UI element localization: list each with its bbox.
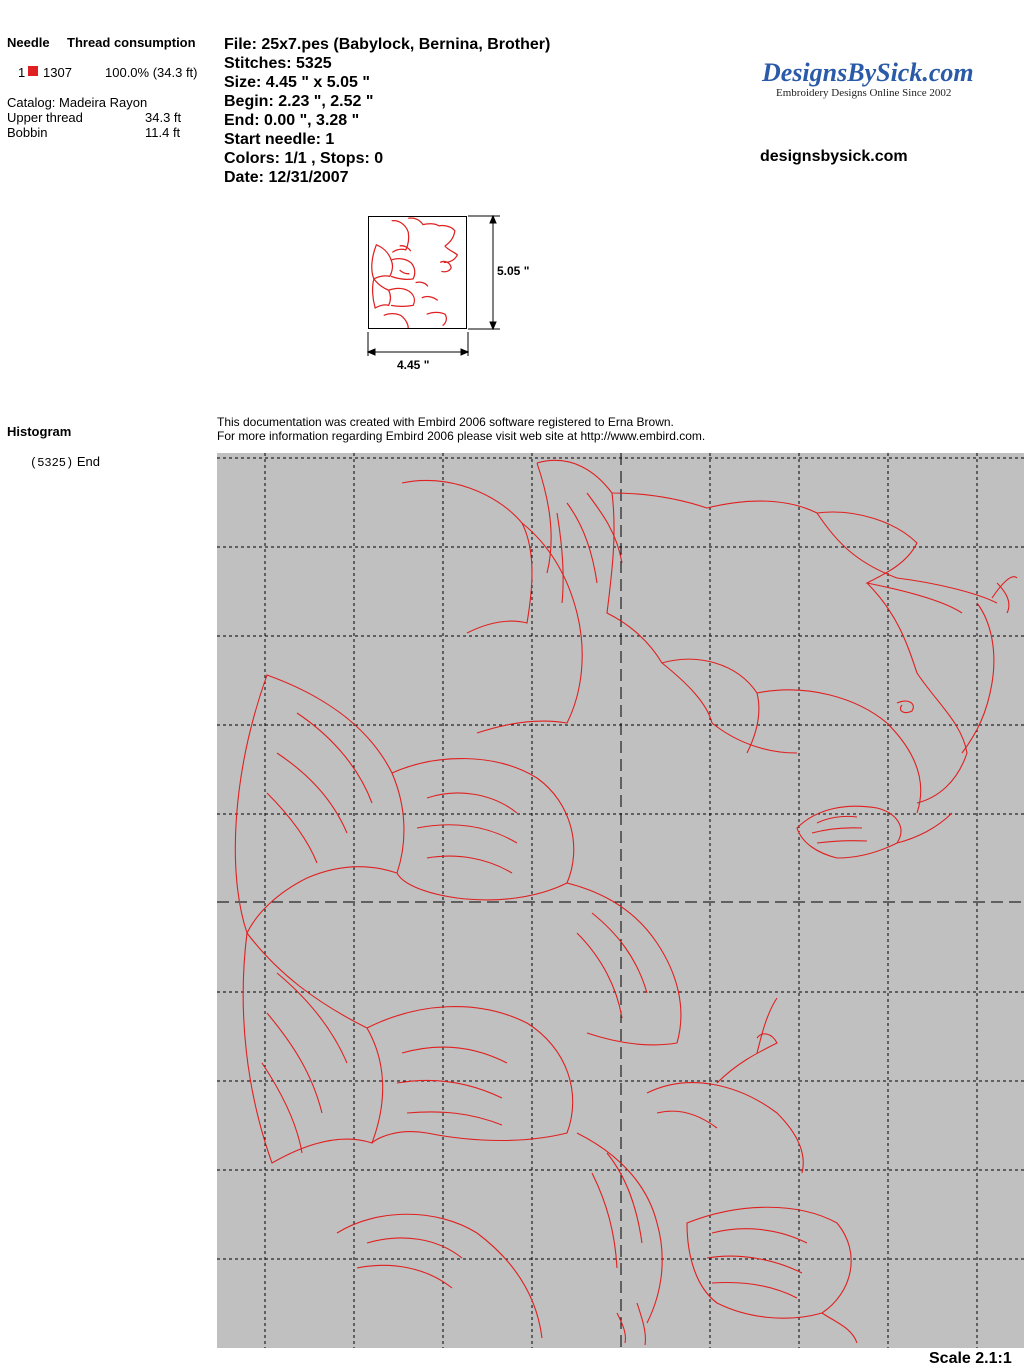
doc-note-line2: For more information regarding Embird 2006 please visit web site at http://www.embird.com. (217, 429, 706, 443)
thread-consumption-header: Thread consumption (67, 35, 196, 50)
histogram-count: (5325) (30, 456, 74, 470)
design-date: Date: 12/31/2007 (224, 169, 349, 186)
file-name: File: 25x7.pes (Babylock, Bernina, Brother) (224, 36, 551, 53)
logo-wordmark: DesignsBySick.com (762, 58, 974, 87)
dimension-lines (360, 210, 550, 380)
thread-code: 1307 (43, 65, 72, 80)
upper-thread-value: 34.3 ft (145, 110, 182, 125)
upper-thread-label: Upper thread (7, 110, 83, 125)
stitch-count: Stitches: 5325 (224, 55, 332, 72)
doc-note-line1: This documentation was created with Embird 2006 software registered to Erna Brown. (217, 415, 674, 429)
design-size: Size: 4.45 " x 5.05 " (224, 74, 370, 91)
logo-tagline: Embroidery Designs Online Since 2002 (776, 87, 952, 99)
end-position: End: 0.00 ", 3.28 " (224, 112, 360, 129)
brand-logo (762, 58, 992, 108)
bobbin-value: 11.4 ft (145, 125, 181, 140)
scale-label: Scale 2.1:1 (929, 1350, 1012, 1367)
thumbnail-width-label: 4.45 " (397, 358, 430, 372)
design-preview (217, 453, 1024, 1348)
thread-color-swatch (28, 66, 38, 76)
needle-number: 1 (18, 65, 26, 80)
thread-consumption-value: 100.0% (34.3 ft) (105, 65, 198, 80)
design-preview-canvas (217, 453, 1024, 1348)
website-url: designsbysick.com (760, 148, 908, 165)
colors-stops: Colors: 1/1 , Stops: 0 (224, 150, 384, 167)
histogram-title: Histogram (7, 424, 72, 439)
center-axes (217, 453, 1024, 1348)
start-needle: Start needle: 1 (224, 131, 335, 148)
histogram-entry (30, 454, 100, 470)
begin-position: Begin: 2.23 ", 2.52 " (224, 93, 374, 110)
bobbin-label: Bobbin (7, 125, 48, 140)
histogram-label: End (76, 454, 100, 469)
needle-header: Needle (7, 35, 50, 50)
thumbnail-height-label: 5.05 " (497, 264, 530, 278)
stitch-outline (235, 460, 1017, 1345)
catalog-label: Catalog: Madeira Rayon (7, 95, 148, 110)
